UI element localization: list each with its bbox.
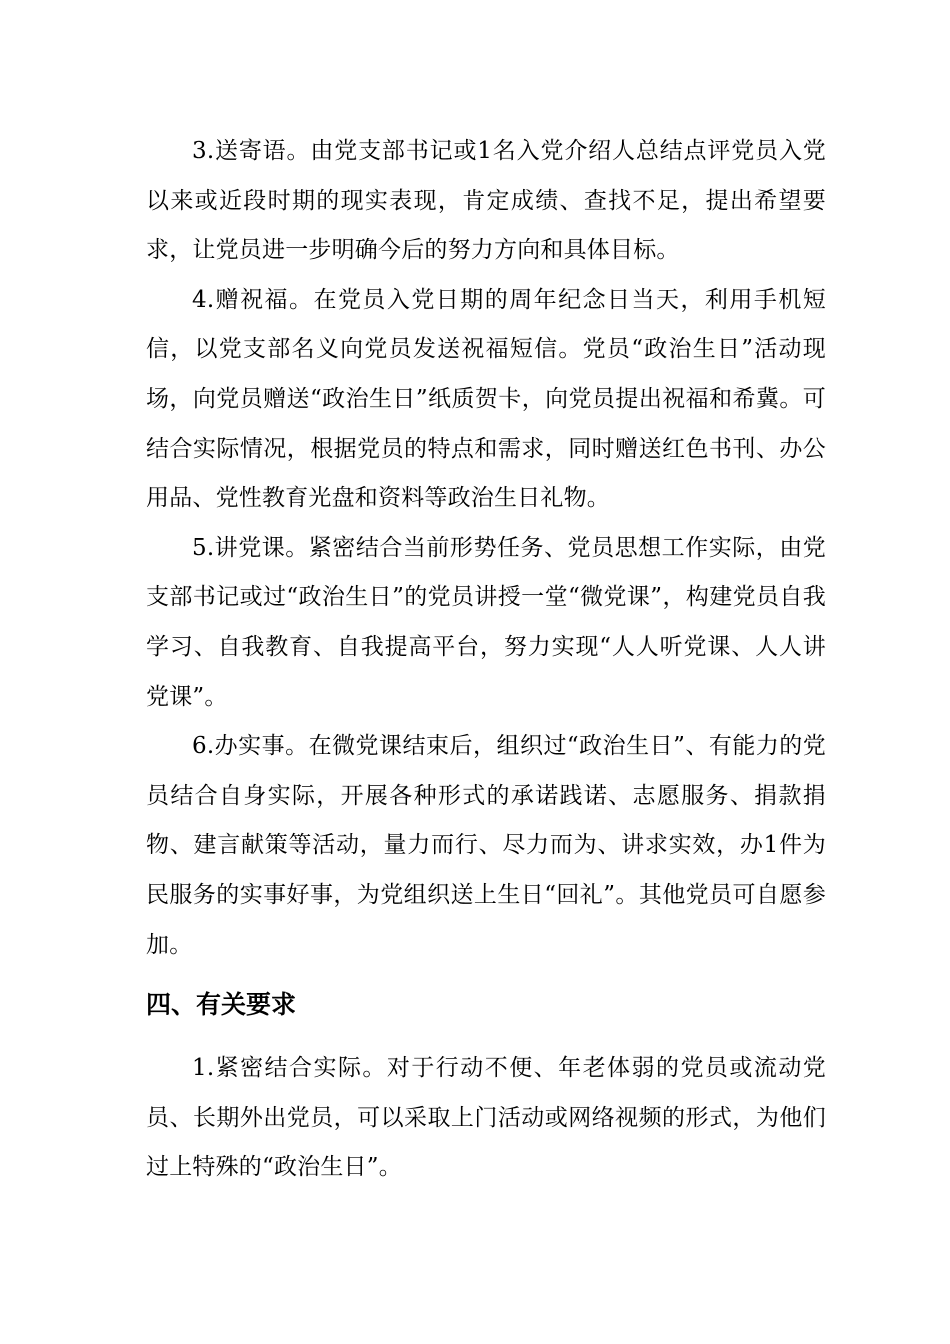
paragraph-give-blessing: 4.赠祝福。在党员入党日期的周年纪念日当天，利用手机短信，以党支部名义向党员发送祝福短信。党员“政治生日”活动现场，向党员赠送“政治生日”纸质贺卡，向党员提出祝福和希冀。可结合实际情况，根据党员的特点和需求，同时赠送红色书刊、办公用品、党性教育光盘和资料等政治生日礼物。 xyxy=(146,286,826,512)
paragraph-practical-deeds: 6.办实事。在微党课结束后，组织过“政治生日”、有能力的党员结合自身实际，开展各种形式的承诺践诺、志愿服务、捐款捐物、建言献策等活动，量力而行、尽力而为、讲求实效，办1件为民服务的实事好事，为党组织送上生日“回礼”。其他党员可自愿参加。 xyxy=(146,733,826,958)
paragraph-send-message: 3.送寄语。由党支部书记或1名入党介绍人总结点评党员入党以来或近段时期的现实表现，肯定成绩、查找不足，提出希望要求，让党员进一步明确今后的努力方向和具体目标。 xyxy=(146,138,826,264)
paragraph-party-lecture: 5.讲党课。紧密结合当前形势任务、党员思想工作实际，由党支部书记或过“政治生日”的党员讲授一堂“微党课”，构建党员自我学习、自我教育、自我提高平台，努力实现“人人听党课、人人讲党课”。 xyxy=(146,534,826,710)
paragraph-combine-reality: 1.紧密结合实际。对于行动不便、年老体弱的党员或流动党员、长期外出党员，可以采取上门活动或网络视频的形式，为他们过上特殊的“政治生日”。 xyxy=(146,1055,826,1181)
document-page xyxy=(146,127,826,1193)
section-heading: 四、有关要求 xyxy=(146,990,297,1020)
